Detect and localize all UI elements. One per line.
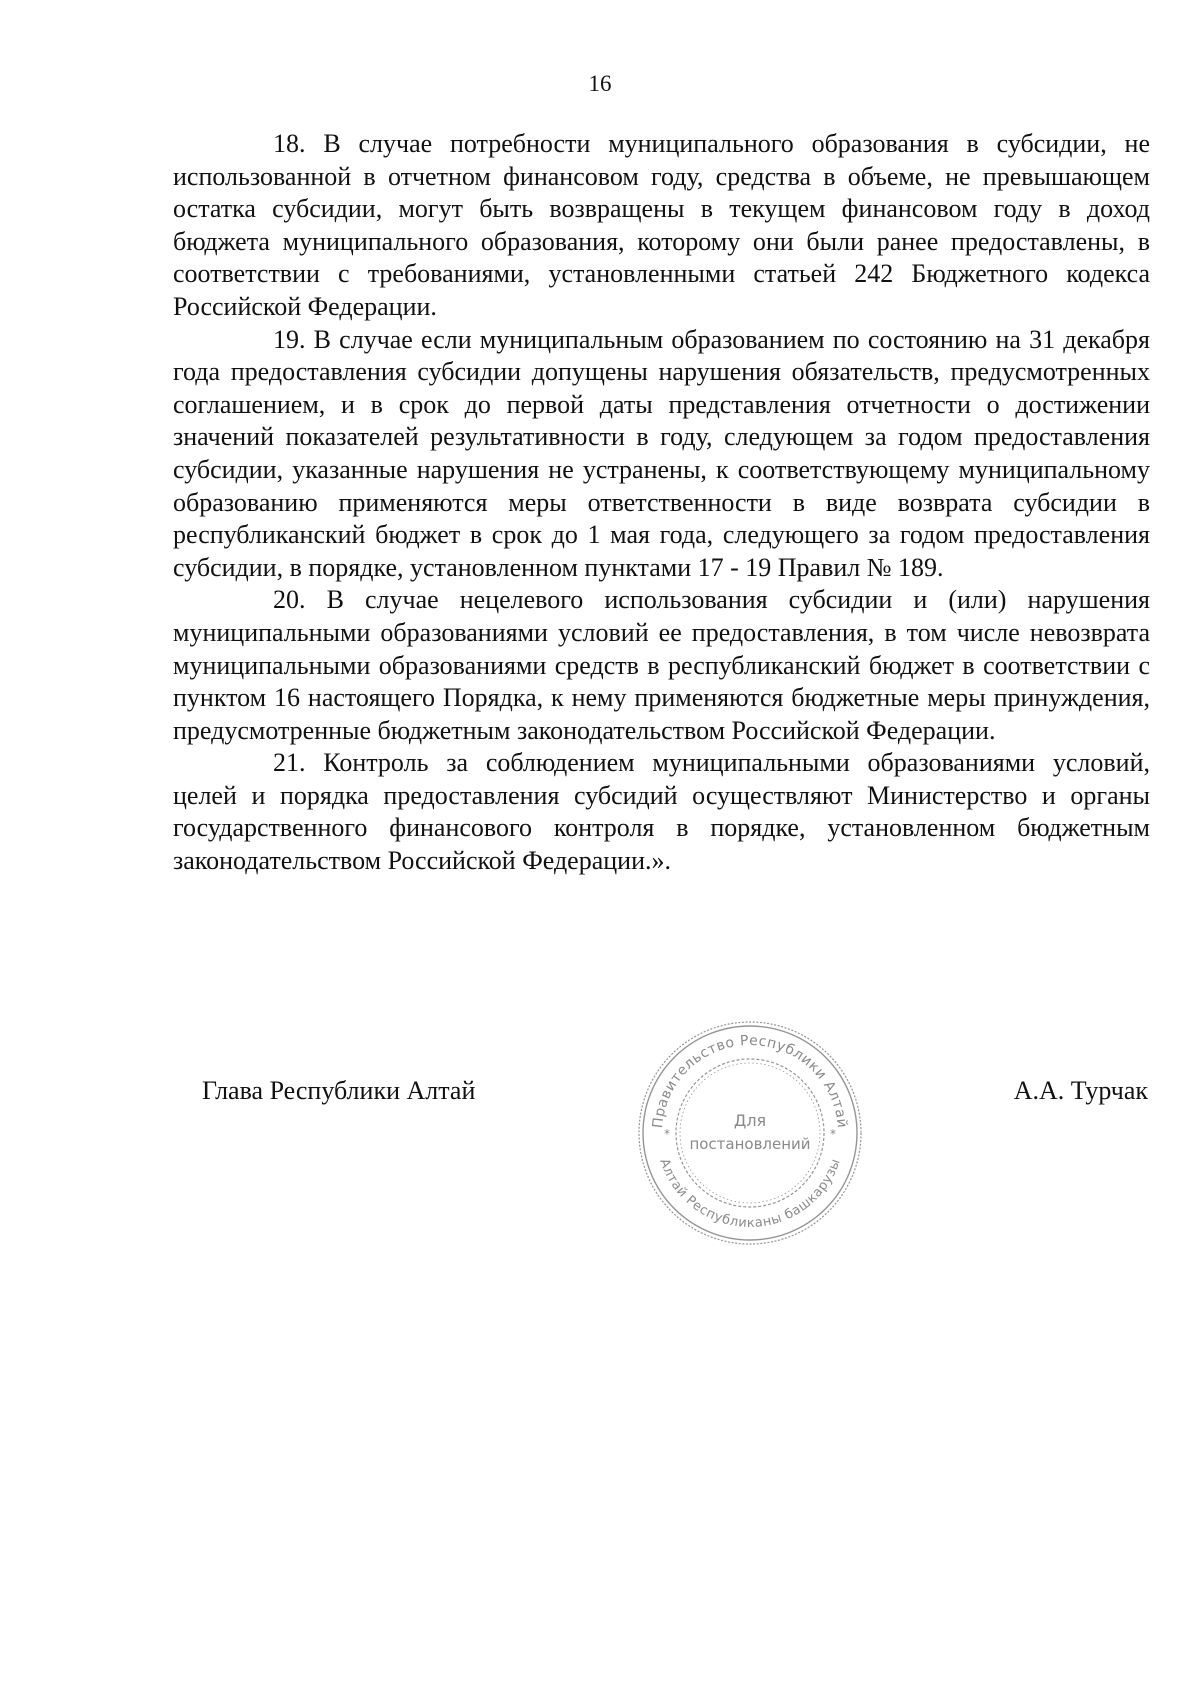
paragraph-19: 19. В случае если муниципальным образованием по состоянию на 31 декабря года предоставления субсидии допущены нарушения обязательств, предусмотренных соглашением, и в срок до первой даты представления отчетности о достижении значений показателей результативности в году, следующем за годом предоставления субсидии, указанные нарушения не устранены, к соответствующему муниципальному образованию применяются меры ответственности в виде возврата субсидии в республиканский бюджет в срок до 1 мая года, следующего за годом предоставления субсидии, в порядке, установленном пунктами 17 - 19 Правил № 189. — [173, 324, 1150, 582]
svg-text:*: * — [664, 1127, 670, 1141]
seal-center-line-2: постановлений — [689, 1135, 811, 1153]
signatory-title: Глава Республики Алтай — [202, 1076, 476, 1105]
signatory-name: А.А. Турчак — [1013, 1076, 1148, 1105]
official-seal-stamp — [635, 1018, 865, 1248]
document-body — [173, 128, 1150, 878]
paragraph-21: 21. Контроль за соблюдением муниципальными образованиями условий, целей и порядка предоставления субсидий осуществляют Министерство и органы государственного финансового контроля в порядке, установленном бюджетным законодательством Российской Федерации.». — [173, 748, 1150, 876]
paragraph-18: 18. В случае потребности муниципального образования в субсидии, не использованной в отчетном финансовом году, средства в объеме, не превышающем остатка субсидии, могут быть возвращены в текущем финансовом году в доход бюджета муниципального образования, которому они были ранее предоставлены, в соответствии с требованиями, установленными статьей 242 Бюджетного кодекса Российской Федерации. — [173, 129, 1150, 321]
seal-center-line-1: Для — [733, 1111, 767, 1130]
paragraph-20: 20. В случае нецелевого использования субсидии и (или) нарушения муниципальными образованиями условий ее предоставления, в том числе невозврата муниципальными образованиями средств в республиканский бюджет в соответствии с пунктом 16 настоящего Порядка, к нему применяются бюджетные меры принуждения, предусмотренные бюджетным законодательством Российской Федерации. — [173, 585, 1150, 745]
seal-outer-text-bottom: Алтай Республиканы башкарузы — [656, 1156, 844, 1232]
page-number: 16 — [588, 71, 612, 96]
svg-text:*: * — [830, 1127, 836, 1141]
seal-outer-text-top: Правительство Республики Алтай — [650, 1032, 850, 1129]
signature-block — [0, 1075, 1200, 1115]
